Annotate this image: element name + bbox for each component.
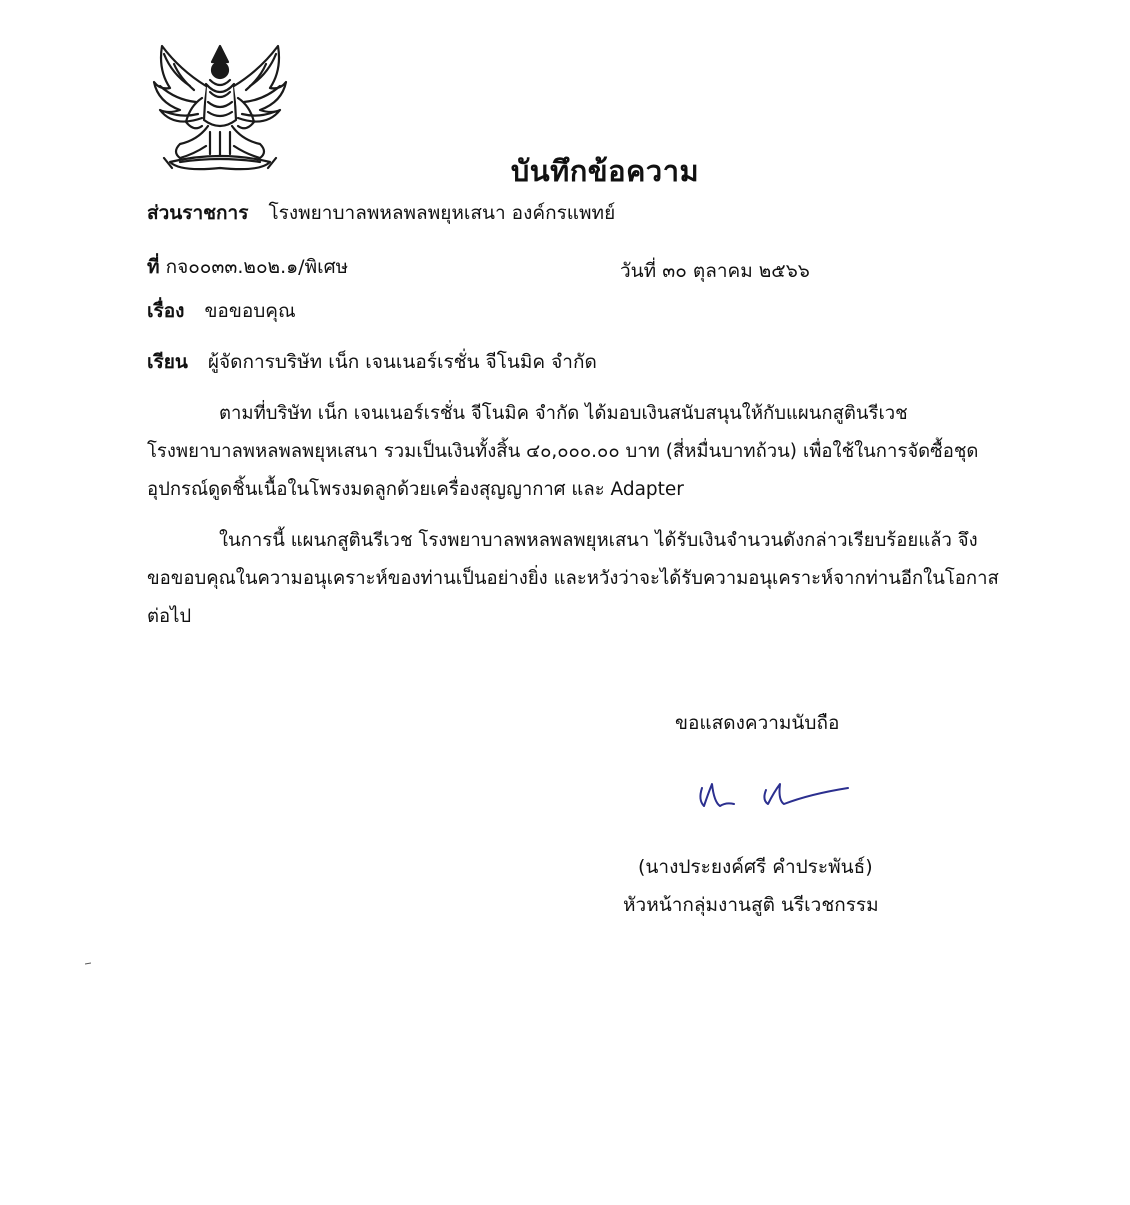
- signature-scribble: [690, 770, 860, 820]
- closing-phrase: ขอแสดงความนับถือ: [675, 712, 840, 734]
- agency-row: [147, 200, 615, 226]
- reference-row: [147, 254, 348, 280]
- paragraph-2-line-3: ต่อไป: [147, 606, 192, 627]
- subject-row: [147, 298, 296, 324]
- recipient-row: [147, 349, 597, 375]
- reference-label: ที่: [147, 256, 160, 278]
- date-value: ๓๐ ตุลาคม ๒๕๖๖: [662, 260, 810, 282]
- agency-label: ส่วนราชการ: [147, 202, 249, 224]
- recipient-label: เรียน: [147, 351, 188, 373]
- paragraph-2-line-2: ขอขอบคุณในความอนุเคราะห์ของท่านเป็นอย่างยิ่ง และหวังว่าจะได้รับความอนุเคราะห์จากท่านอีกในโอกาส: [147, 568, 999, 589]
- body-paragraph-1: [147, 395, 1062, 509]
- paragraph-1-line-3: อุปกรณ์ดูดชิ้นเนื้อในโพรงมดลูกด้วยเครื่องสุญญากาศ และ Adapter: [147, 479, 684, 500]
- agency-value: โรงพยาบาลพหลพลพยุหเสนา องค์กรแพทย์: [268, 202, 616, 224]
- date-row: [620, 258, 810, 284]
- recipient-value: ผู้จัดการบริษัท เน็ก เจนเนอร์เรชั่น จีโนมิค จำกัด: [207, 351, 597, 373]
- paragraph-1-line-2: โรงพยาบาลพหลพลพยุหเสนา รวมเป็นเงินทั้งสิ้น ๔๐,๐๐๐.๐๐ บาท (สี่หมื่นบาทถ้วน) เพื่อใช้ในการจัดซื้อชุด: [147, 441, 979, 462]
- reference-value: กจ๐๐๓๓.๒๐๒.๑/พิเศษ: [165, 256, 349, 278]
- scan-speck: [85, 962, 91, 965]
- memo-title: บันทึกข้อความ: [510, 154, 700, 188]
- date-label: วันที่: [620, 260, 657, 282]
- signer-name: (นางประยงค์ศรี คำประพันธ์): [638, 856, 873, 878]
- subject-label: เรื่อง: [147, 300, 185, 322]
- paragraph-1-line-1: ตามที่บริษัท เน็ก เจนเนอร์เรชั่น จีโนมิค จำกัด ได้มอบเงินสนับสนุนให้กับแผนกสูตินรีเวช: [219, 403, 908, 424]
- subject-value: ขอขอบคุณ: [204, 300, 296, 322]
- paragraph-2-line-1: ในการนี้ แผนกสูตินรีเวช โรงพยาบาลพหลพลพยุหเสนา ได้รับเงินจำนวนดังกล่าวเรียบร้อยแล้ว จึง: [219, 530, 978, 551]
- body-paragraph-2: [147, 522, 1062, 636]
- signer-position: หัวหน้ากลุ่มงานสูติ นรีเวชกรรม: [623, 894, 879, 916]
